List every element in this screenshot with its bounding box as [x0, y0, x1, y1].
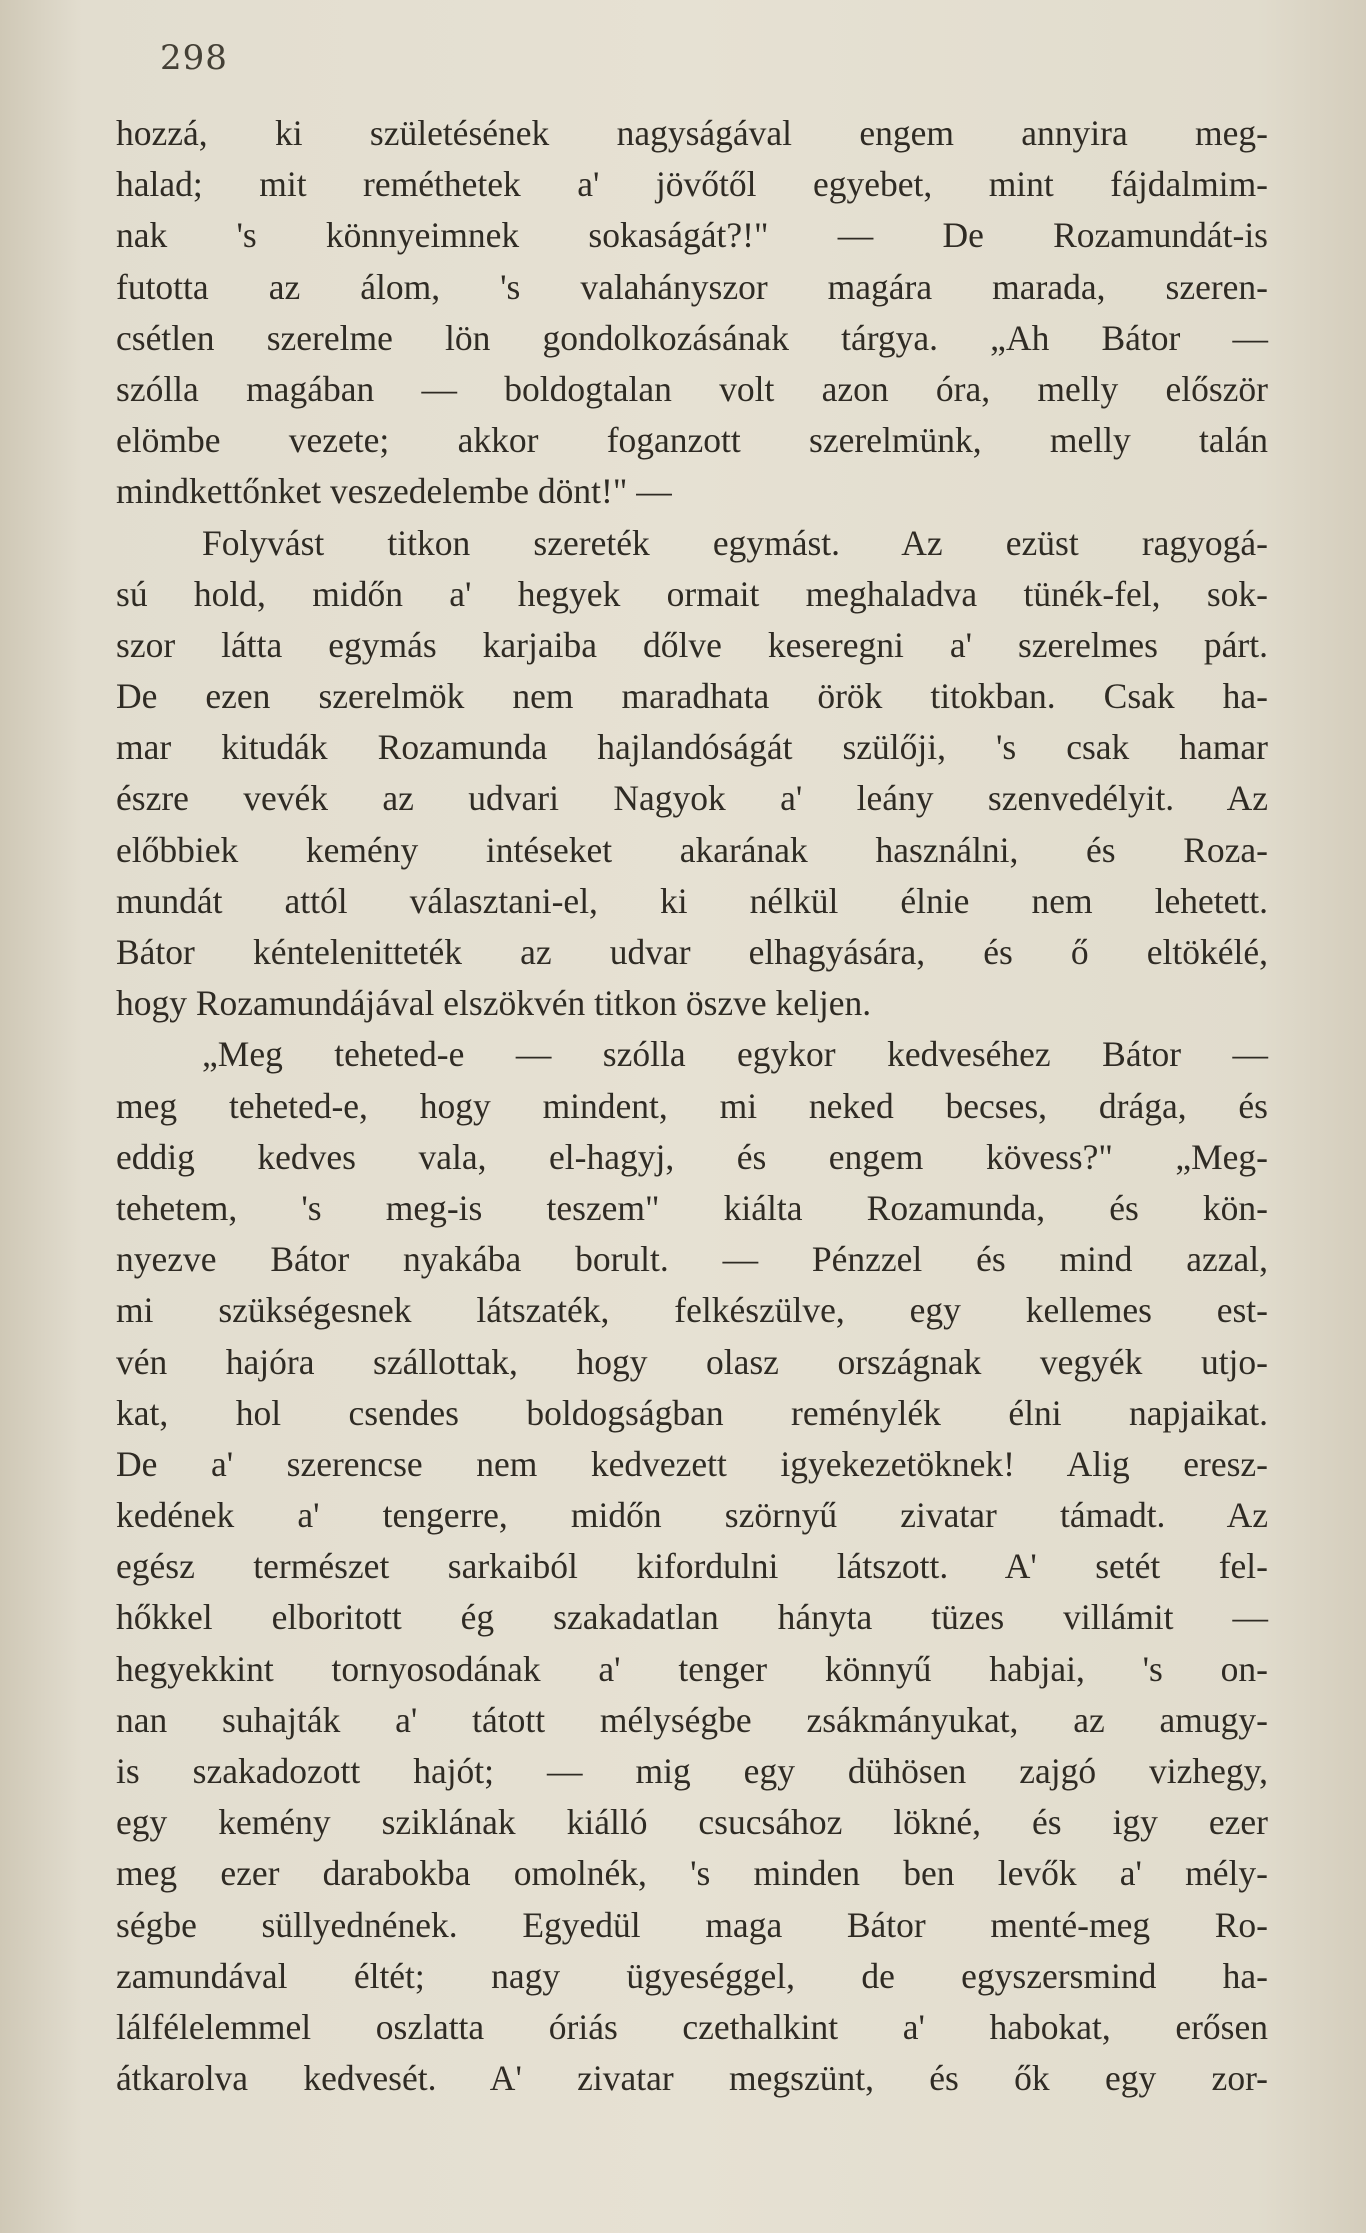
body-text — [116, 108, 1268, 2104]
text-line: is szakadozott hajót; — mig egy dühösen zajgó vizhegy, — [116, 1751, 1268, 1791]
text-line: nak 's könnyeimnek sokaságát?!" — De Rozamundát-is — [116, 215, 1268, 256]
text-line: futotta az álom, 's valahányszor magára marada, szeren- — [116, 266, 1268, 307]
text-line: szor látta egymás karjaiba dőlve keseregni a' szerelmes párt. — [116, 624, 1268, 665]
text-line: De ezen szerelmök nem maradhata örök titokban. Csak ha- — [116, 676, 1268, 717]
text-line: hegyekkint tornyosodának a' tenger könnyű habjai, 's on- — [116, 1648, 1268, 1689]
text-line: hőkkel elboritott ég szakadatlan hányta tüzes villámit — — [116, 1597, 1268, 1638]
text-line: meg ezer darabokba omolnék, 's minden ben levők a' mély- — [116, 1853, 1268, 1894]
text-line: halad; mit reméthetek a' jövőtől egyebet, mint fájdalmim- — [116, 164, 1268, 205]
text-line: kedének a' tengerre, midőn szörnyű zivatar támadt. Az — [116, 1495, 1268, 1536]
text-line: csétlen szerelme lön gondolkozásának tárgya. „Ah Bátor — — [116, 317, 1268, 358]
text-line: De a' szerencse nem kedvezett igyekezetöknek! Alig eresz- — [116, 1443, 1268, 1484]
text-line: vén hajóra szállottak, hogy olasz országnak vegyék utjo- — [116, 1341, 1268, 1382]
text-line: hogy Rozamundájával elszökvén titkon öszve keljen. — [116, 983, 872, 1024]
text-line: szólla magában — boldogtalan volt azon óra, melly először — [116, 368, 1268, 409]
text-line: tehetem, 's meg-is teszem" kiálta Rozamunda, és kön- — [116, 1187, 1268, 1228]
text-line: egy kemény sziklának kiálló csucsához lökné, és igy ezer — [116, 1802, 1268, 1843]
text-line: mundát attól választani-el, ki nélkül élnie nem lehetett. — [116, 880, 1268, 921]
text-line: előbbiek kemény intéseket akarának használni, és Roza- — [116, 829, 1268, 870]
text-line: elömbe vezete; akkor foganzott szerelmünk, melly talán — [116, 420, 1268, 461]
text-line: ségbe süllyednének. Egyedül maga Bátor menté-meg Ro- — [116, 1904, 1268, 1945]
text-line: meg teheted-e, hogy mindent, mi neked becses, drága, és — [116, 1085, 1268, 1126]
text-line: nyezve Bátor nyakába borult. — Pénzzel és mind azzal, — [116, 1239, 1268, 1280]
text-line: eddig kedves vala, el-hagyj, és engem kövess?" „Meg- — [116, 1136, 1268, 1177]
text-line: mi szükségesnek látszaték, felkészülve, egy kellemes est- — [116, 1290, 1268, 1331]
text-line: átkarolva kedvesét. A' zivatar megszünt, és ők egy zor- — [116, 2058, 1268, 2099]
text-line: észre vevék az udvari Nagyok a' leány szenvedélyit. Az — [116, 778, 1268, 819]
text-line: Bátor kéntelenitteték az udvar elhagyására, és ő eltökélé, — [116, 932, 1268, 972]
text-line: Folyvást titkon szereték egymást. Az ezüst ragyogá- — [202, 522, 1268, 563]
text-line: zamundával éltét; nagy ügyeséggel, de egyszersmind ha- — [116, 1955, 1268, 1996]
page-number: 298 — [160, 38, 228, 78]
text-line: egész természet sarkaiból kifordulni látszott. A' setét fel- — [116, 1546, 1268, 1587]
text-line: lálfélelemmel oszlatta óriás czethalkint a' habokat, erősen — [116, 2006, 1268, 2047]
text-line: kat, hol csendes boldogságban reménylék élni napjaikat. — [116, 1392, 1268, 1433]
text-line: nan suhajták a' tátott mélységbe zsákmányukat, az amugy- — [116, 1699, 1268, 1740]
text-line: sú hold, midőn a' hegyek ormait meghaladva tünék-fel, sok- — [116, 573, 1268, 614]
text-line: mar kitudák Rozamunda hajlandóságát szülőji, 's csak hamar — [116, 727, 1268, 768]
text-line: „Meg teheted-e — szólla egykor kedveséhez Bátor — — [202, 1034, 1268, 1075]
text-line: hozzá, ki születésének nagyságával engem annyira meg- — [116, 113, 1268, 153]
text-line: mindkettőnket veszedelembe dönt!" — — [116, 471, 672, 512]
